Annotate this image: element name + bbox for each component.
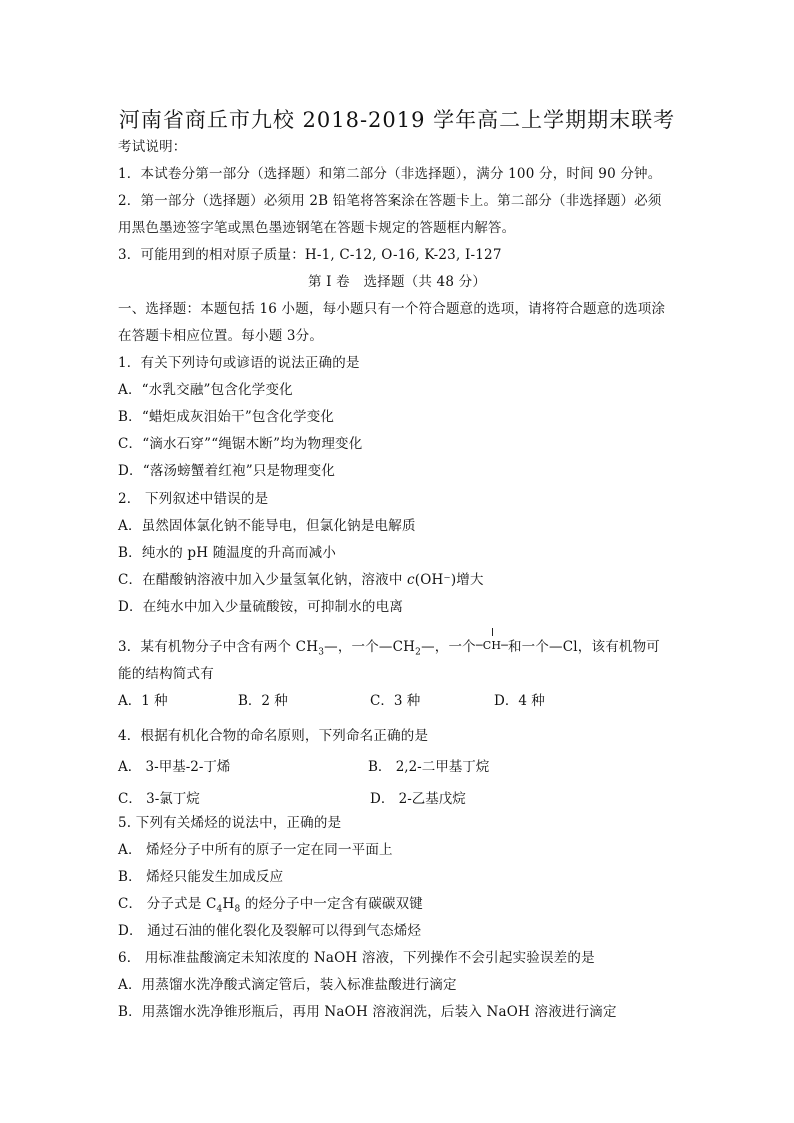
q5-option-c-post: 的烃分子中一定含有碳碳双键 bbox=[240, 896, 423, 912]
note-2b: 用黑色墨迹签字笔或黑色墨迹钢笔在答题卡规定的答题框内解答。 bbox=[118, 220, 516, 236]
note-2a: 2．第一部分（选择题）必须用 2B 铅笔将答案涂在答题卡上。第二部分（非选择题）必须 bbox=[118, 193, 662, 209]
q2-option-c bbox=[118, 571, 484, 589]
intro-line-1: 一、选择题：本题包括 16 小题，每小题只有一个符合题意的选项，请将符合题意的选项涂 bbox=[118, 301, 666, 317]
q4-option-a: A． 3-甲基-2-丁烯 bbox=[118, 759, 231, 775]
note-1: 1．本试卷分第一部分（选择题）和第二部分（非选择题），满分 100 分，时间 90 分钟。 bbox=[118, 166, 662, 182]
q3-stem-post: 和一个—Cl，该有机物可 bbox=[507, 639, 660, 655]
q6-option-a: A．用蒸馏水洗净酸式滴定管后，装入标准盐酸进行滴定 bbox=[118, 977, 457, 993]
q3-sub-2: 2 bbox=[415, 647, 422, 658]
page-title: 河南省商丘市九校 2018-2019 学年高二上学期期末联考 bbox=[118, 108, 676, 132]
q5-stem: 5. 下列有关烯烃的说法中，正确的是 bbox=[118, 815, 342, 831]
q1-option-c: C．“滴水石穿”“绳锯木断”均为物理变化 bbox=[118, 436, 363, 452]
q4-option-b: B． 2,2-二甲基丁烷 bbox=[368, 759, 490, 775]
q5-option-c-h: H bbox=[222, 896, 235, 912]
section-title: 第 I 卷 选择题（共 48 分） bbox=[307, 274, 487, 290]
q2-option-d: D．在纯水中加入少量硫酸铵，可抑制水的电离 bbox=[118, 599, 404, 615]
q4-option-c: C． 3-氯丁烷 bbox=[118, 791, 200, 807]
q3-stem-pre: 3．某有机物分子中含有两个 CH bbox=[118, 639, 319, 655]
q3-option-b: B．2 种 bbox=[238, 693, 288, 709]
q3-sub-3: 3 bbox=[318, 647, 325, 658]
note-3: 3．可能用到的相对原子质量：H-1, C-12, O-16, K-23, I-127 bbox=[118, 247, 502, 263]
q3-stem-mid2: —，一个 bbox=[421, 639, 476, 655]
q3-stem-line-2: 能的结构简式有 bbox=[118, 666, 214, 682]
intro-line-2: 在答题卡相应位置。每小题 3分。 bbox=[118, 328, 324, 344]
q5-sub-4: 4 bbox=[216, 904, 223, 915]
q5-option-c-pre: C． 分子式是 C bbox=[118, 896, 217, 912]
q1-option-d: D．“落汤螃蟹着红袍”只是物理变化 bbox=[118, 463, 336, 479]
q6-option-b: B．用蒸馏水洗净锥形瓶后，再用 NaOH 溶液润洗，后装入 NaOH 溶液进行滴定 bbox=[118, 1004, 617, 1020]
q2-stem: 2． 下列叙述中错误的是 bbox=[118, 491, 269, 507]
q2-option-a: A．虽然固体氯化钠不能导电，但氯化钠是电解质 bbox=[118, 518, 416, 534]
q5-sub-8: 8 bbox=[234, 904, 241, 915]
q3-option-c: C．3 种 bbox=[370, 693, 421, 709]
q1-stem: 1．有关下列诗句或谚语的说法正确的是 bbox=[118, 355, 360, 371]
q2-option-b: B．纯水的 pH 随温度的升高而减小 bbox=[118, 545, 337, 561]
q3-option-a: A．1 种 bbox=[118, 693, 168, 709]
notes-heading: 考试说明： bbox=[118, 139, 187, 155]
q5-option-c bbox=[118, 895, 423, 919]
q4-option-d: D． 2-乙基戊烷 bbox=[370, 791, 466, 807]
q5-option-b: B． 烯烃只能发生加成反应 bbox=[118, 869, 284, 885]
q4-stem: 4．根据有机化合物的命名原则，下列命名正确的是 bbox=[118, 728, 429, 744]
q3-option-d: D．4 种 bbox=[494, 693, 545, 709]
q2-option-c-pre: C．在醋酸钠溶液中加入少量氢氧化钠，溶液中 bbox=[118, 572, 408, 588]
ch-group-label: ─CH─ bbox=[475, 639, 508, 652]
ch-group-structure bbox=[476, 637, 508, 655]
q5-option-a: A． 烯烃分子中所有的原子一定在同一平面上 bbox=[118, 842, 393, 858]
q6-stem: 6． 用标准盐酸滴定未知浓度的 NaOH 溶液，下列操作不会引起实验误差的是 bbox=[118, 950, 595, 966]
q2-option-c-var: c bbox=[407, 572, 415, 588]
ch-bond-line bbox=[492, 628, 493, 636]
q2-option-c-post: (OH⁻)增大 bbox=[414, 572, 484, 588]
q5-option-d: D． 通过石油的催化裂化及裂解可以得到气态烯烃 bbox=[118, 923, 422, 939]
q1-option-b: B．“蜡炬成灰泪始干”包含化学变化 bbox=[118, 409, 335, 425]
q1-option-a: A．“水乳交融”包含化学变化 bbox=[118, 382, 293, 398]
q3-stem-mid: —，一个—CH bbox=[324, 639, 416, 655]
q3-stem bbox=[118, 638, 660, 662]
